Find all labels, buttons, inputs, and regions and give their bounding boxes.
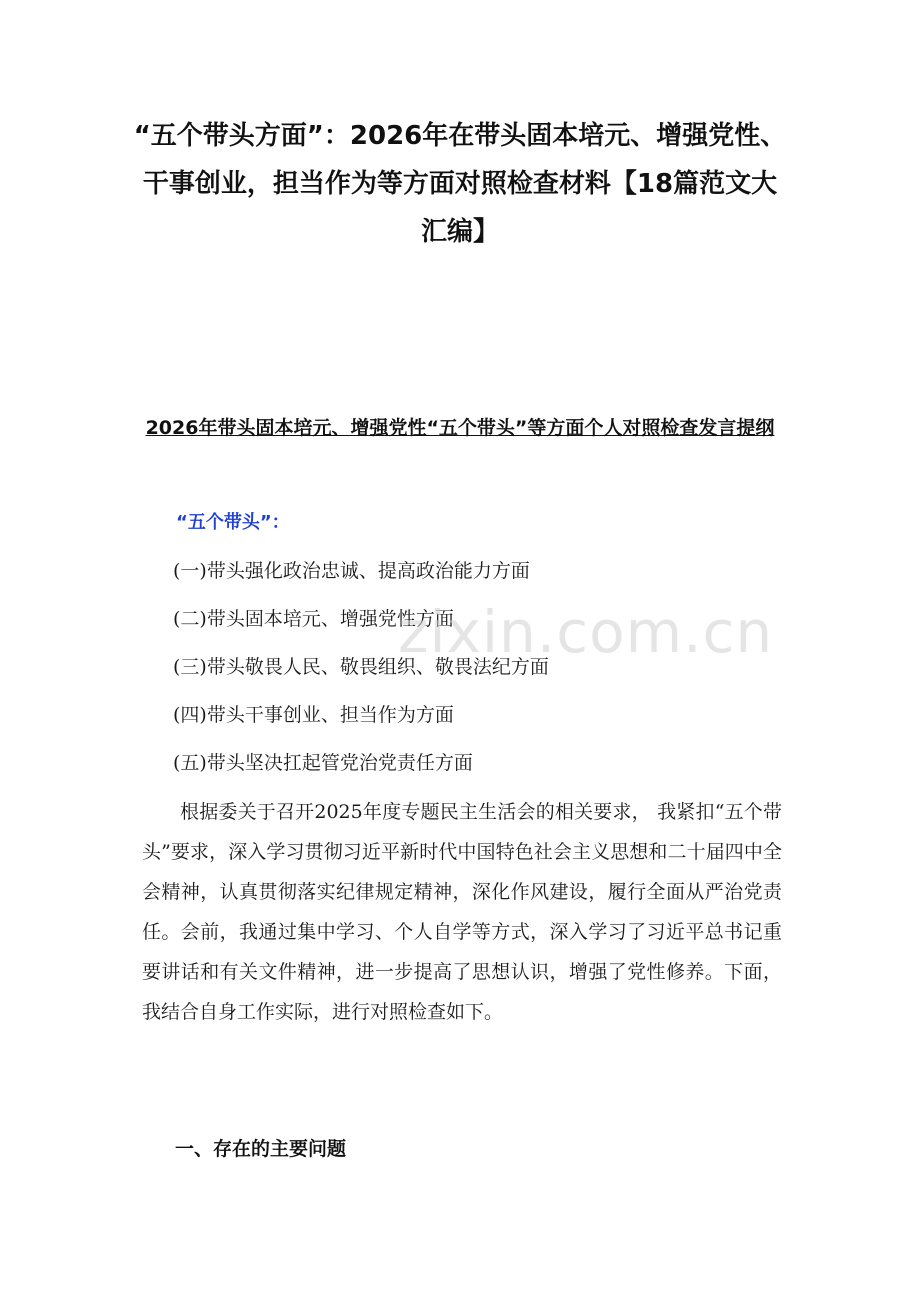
five-leads-heading: “五个带头”：	[176, 512, 290, 533]
list-item: (一)带头强化政治忠诚、提高政治能力方面	[173, 560, 530, 582]
watermark: zixin.com.cn	[398, 598, 774, 666]
list-item: (四)带头干事创业、担当作为方面	[173, 704, 454, 726]
heading-main-problems: 一、存在的主要问题	[175, 1138, 347, 1160]
list-item: (五)带头坚决扛起管党治党责任方面	[173, 752, 473, 774]
list-item: (二)带头固本培元、增强党性方面	[173, 608, 454, 630]
body-paragraph: 根据委关于召开2025年度专题民主生活会的相关要求， 我紧扣“五个带头”要求，深入学习贯彻习近平新时代中国特色社会主义思想和二十届四中全会精神，认真贯彻落实纪律规定精神，深化作风建设，履行全面从严治党责任。会前，我通过集中学习、个人自学等方式，深入学习了习近平总书记重要讲话和有关文件精神，进一步提高了思想认识，增强了党性修养。下面， 我结合自身工作实际，进行对照检查如下。	[142, 801, 782, 1023]
section-title: 2026年带头固本培元、增强党性“五个带头”等方面个人对照检查发言提纲	[145, 417, 775, 439]
list-item: (三)带头敬畏人民、敬畏组织、敬畏法纪方面	[173, 656, 549, 678]
document-title: “五个带头方面”：2026年在带头固本培元、增强党性、干事创业，担当作为等方面对照检查材料【18篇范文大汇编】	[133, 121, 787, 247]
